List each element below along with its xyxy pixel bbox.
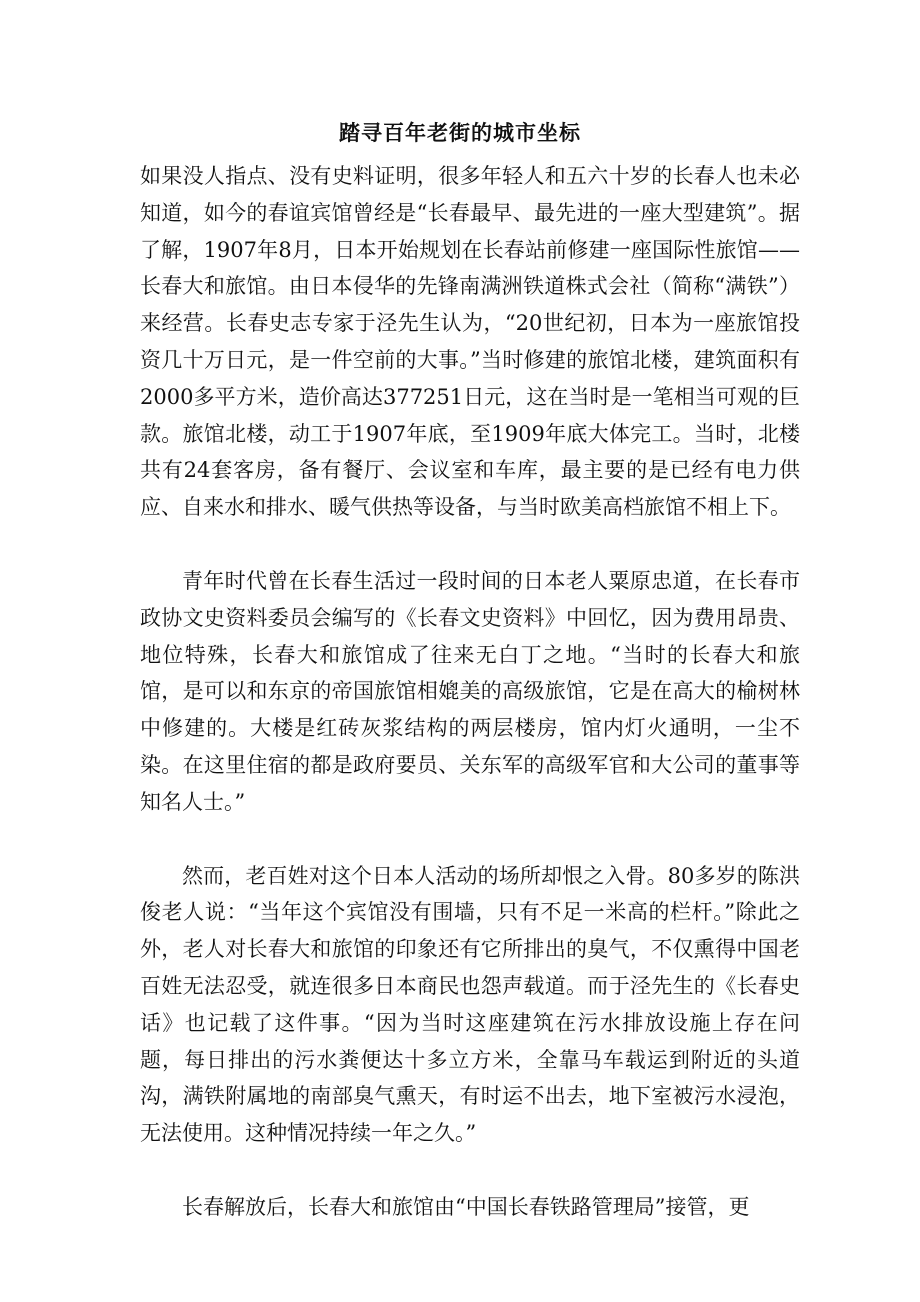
paragraph-1: 如果没人指点、没有史料证明，很多年轻人和五六十岁的长春人也未必知道，如今的春谊宾馆曾经是“长春最早、最先进的一座大型建筑”。据了解，1907年8月，日本开始规划在长春站前修建一座国际性旅馆——长春大和旅馆。由日本侵华的先锋南满洲铁道株式会社（简称“满铁”）来经营。长春史志专家于泾先生认为，“20世纪初，日本为一座旅馆投资几十万日元，是一件空前的大事。”当时修建的旅馆北楼，建筑面积有2000多平方米，造价高达377251日元，这在当时是一笔相当可观的巨款。旅馆北楼，动工于1907年底，至1909年底大体完工。当时，北楼共有24套客房，备有餐厅、会议室和车库，最主要的是已经有电力供应、自来水和排水、暖气供热等设备，与当时欧美高档旅馆不相上下。: [140, 164, 800, 520]
document-body: [140, 158, 800, 1226]
document-title: 踏寻百年老街的城市坐标: [339, 120, 581, 145]
paragraph-3: 然而，老百姓对这个日本人活动的场所却恨之入骨。80多岁的陈洪俊老人说：“当年这个宾馆没有围墙，只有不足一米高的栏杆。”除此之外，老人对长春大和旅馆的印象还有它所排出的臭气，不仅熏得中国老百姓无法忍受，就连很多日本商民也怨声载道。而于泾先生的《长春史话》也记载了这件事。“因为当时这座建筑在污水排放设施上存在问题，每日排出的污水粪便达十多立方米，全靠马车载运到附近的头道沟，满铁附属地的南部臭气熏天，有时运不出去，地下室被污水浸泡，无法使用。这种情况持续一年之久。”: [140, 863, 800, 1146]
paragraph-gap: [140, 526, 800, 563]
paragraph-gap: [140, 821, 800, 858]
paragraph-gap: [140, 1152, 800, 1189]
paragraph-2: 青年时代曾在长春生活过一段时间的日本老人粟原忠道，在长春市政协文史资料委员会编写的《长春文史资料》中回忆，因为费用昂贵、地位特殊，长春大和旅馆成了往来无白丁之地。“当时的长春大和旅馆，是可以和东京的帝国旅馆相媲美的高级旅馆，它是在高大的榆树林中修建的。大楼是红砖灰浆结构的两层楼房，馆内灯火通明，一尘不染。在这里住宿的都是政府要员、关东军的高级军官和大公司的董事等知名人士。”: [140, 568, 800, 814]
paragraph-4: 长春解放后，长春大和旅馆由“中国长春铁路管理局”接管，更: [182, 1194, 750, 1219]
